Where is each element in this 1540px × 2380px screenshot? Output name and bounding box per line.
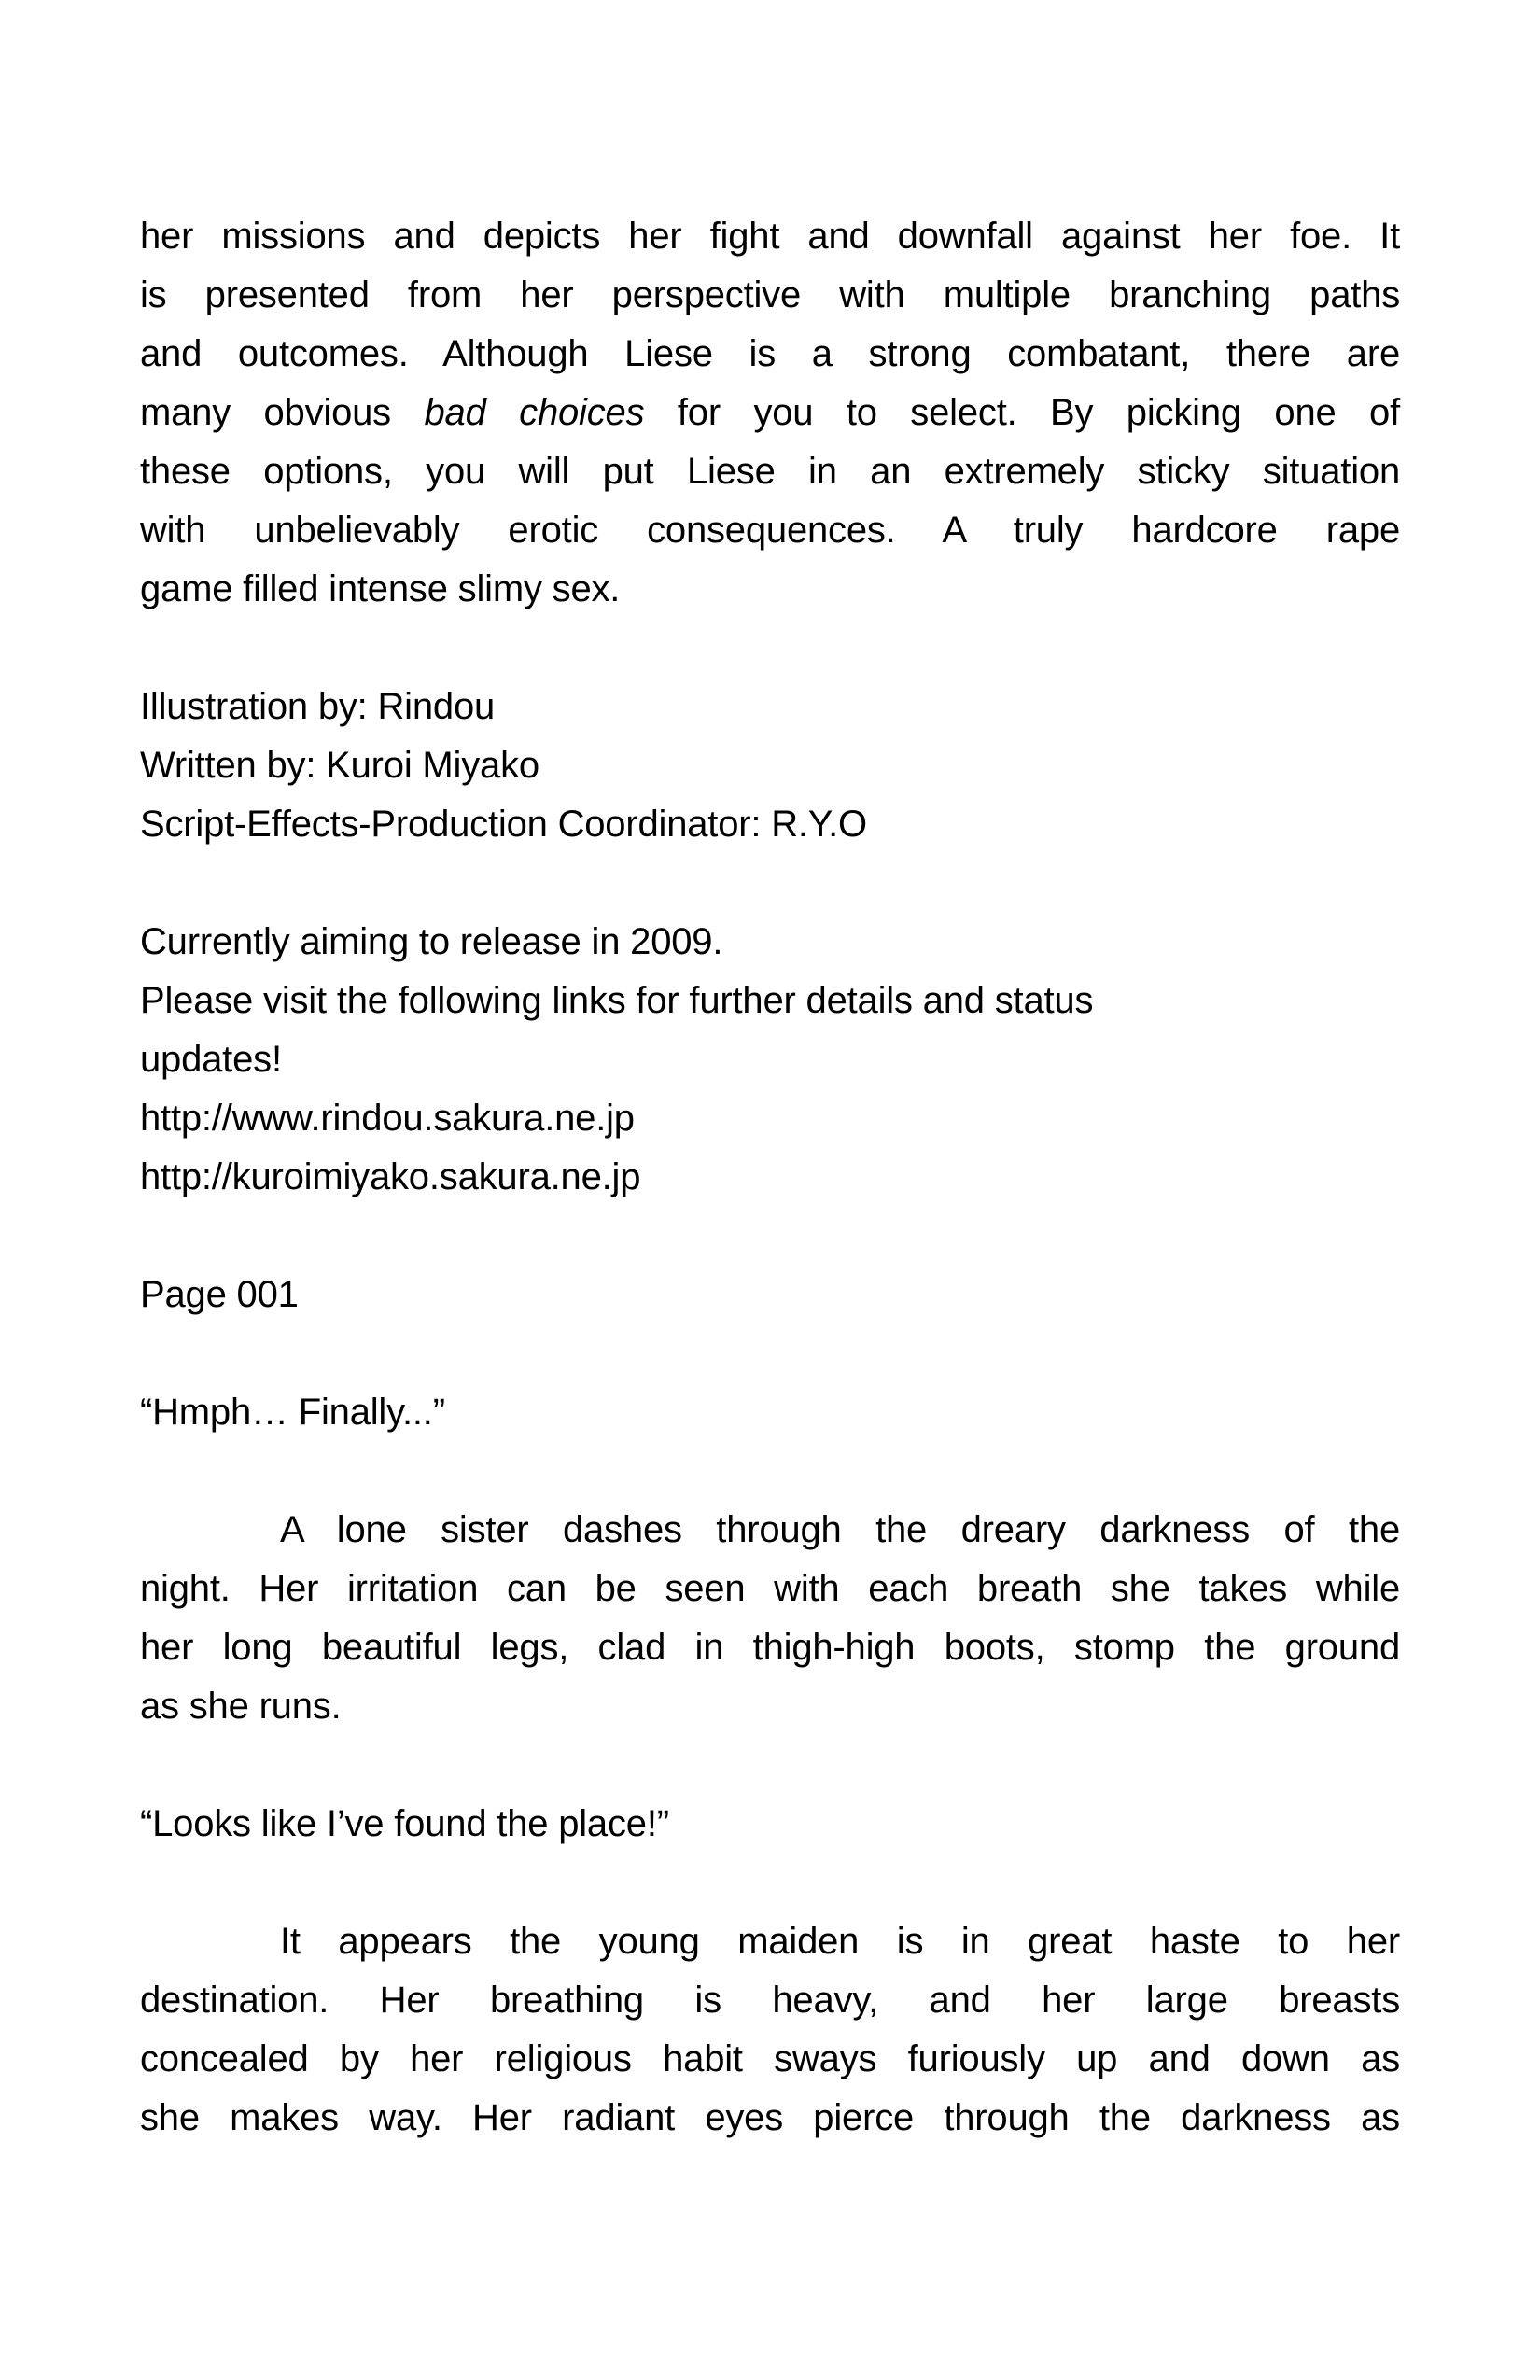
text-line	[140, 325, 1400, 384]
text-segment: game filled intense slimy sex.	[140, 568, 621, 609]
text-segment: and outcomes. Although Liese is a strong combatant, there are	[140, 333, 1400, 374]
url-line	[140, 1148, 1400, 1207]
credits	[140, 678, 1400, 854]
text-segment: Please visit the following links for further details and status	[140, 980, 1094, 1021]
text-line	[140, 736, 1400, 795]
intro-paragraph	[140, 207, 1400, 619]
page-label	[140, 1266, 1400, 1324]
text-segment: these options, you will put Liese in an extremely sticky situation	[140, 451, 1400, 492]
dialogue-line-1	[140, 1383, 1400, 1442]
text-line	[140, 913, 1400, 972]
text-line	[140, 1030, 1400, 1089]
text-line	[140, 1677, 1400, 1736]
text-segment: night. Her irritation can be seen with each breath she takes while	[140, 1568, 1400, 1609]
dialogue-line-2	[140, 1795, 1400, 1854]
text-segment: Written by: Kuroi Miyako	[140, 745, 539, 786]
text-line	[140, 384, 1400, 442]
text-segment: as she runs.	[140, 1686, 342, 1727]
text-segment: updates!	[140, 1039, 282, 1080]
text-segment: http://kuroimiyako.sakura.ne.jp	[140, 1156, 641, 1197]
text-line	[140, 795, 1400, 854]
text-line	[140, 1912, 1400, 1971]
text-segment: Page 001	[140, 1274, 299, 1315]
text-line	[140, 442, 1400, 501]
text-line	[140, 560, 1400, 619]
url-line	[140, 1089, 1400, 1148]
italic-text-segment: bad choices	[424, 392, 645, 433]
text-segment: A lone sister dashes through the dreary darkness of the	[280, 1509, 1400, 1550]
text-line	[140, 1795, 1400, 1854]
text-segment: is presented from her perspective with multiple branching paths	[140, 274, 1400, 315]
narration-paragraph-1	[140, 1501, 1400, 1736]
text-line	[140, 1266, 1400, 1324]
text-line	[140, 1383, 1400, 1442]
text-segment: It appears the young maiden is in great haste to her	[280, 1921, 1400, 1962]
text-segment: her missions and depicts her fight and downfall against her foe. It	[140, 216, 1400, 257]
text-line	[140, 1501, 1400, 1560]
text-line	[140, 678, 1400, 736]
text-line	[140, 2089, 1400, 2148]
text-segment: Currently aiming to release in 2009.	[140, 921, 723, 962]
text-segment: with unbelievably erotic consequences. A truly hardcore rape	[140, 510, 1400, 551]
text-segment: destination. Her breathing is heavy, and her large breasts	[140, 1980, 1400, 2021]
text-segment: http://www.rindou.sakura.ne.jp	[140, 1098, 635, 1139]
text-line	[140, 207, 1400, 266]
text-segment: many obvious	[140, 392, 425, 433]
text-line	[140, 501, 1400, 560]
text-segment: concealed by her religious habit sways furiously up and down as	[140, 2038, 1400, 2079]
text-line	[140, 1560, 1400, 1618]
text-segment: “Hmph… Finally...”	[140, 1392, 445, 1433]
text-segment: her long beautiful legs, clad in thigh-high boots, stomp the ground	[140, 1627, 1400, 1668]
text-content	[140, 207, 1400, 2206]
release-info	[140, 913, 1400, 1207]
text-segment: she makes way. Her radiant eyes pierce through the darkness as	[140, 2097, 1400, 2138]
text-segment: Script-Effects-Production Coordinator: R.Y.O	[140, 804, 867, 845]
text-line	[140, 1618, 1400, 1677]
text-segment: Illustration by: Rindou	[140, 686, 496, 727]
text-line	[140, 1971, 1400, 2030]
text-line	[140, 266, 1400, 325]
narration-paragraph-2	[140, 1912, 1400, 2148]
text-line	[140, 972, 1400, 1030]
text-line	[140, 2030, 1400, 2089]
text-segment: for you to select. By picking one of	[644, 392, 1401, 433]
text-segment: “Looks like I’ve found the place!”	[140, 1803, 669, 1844]
